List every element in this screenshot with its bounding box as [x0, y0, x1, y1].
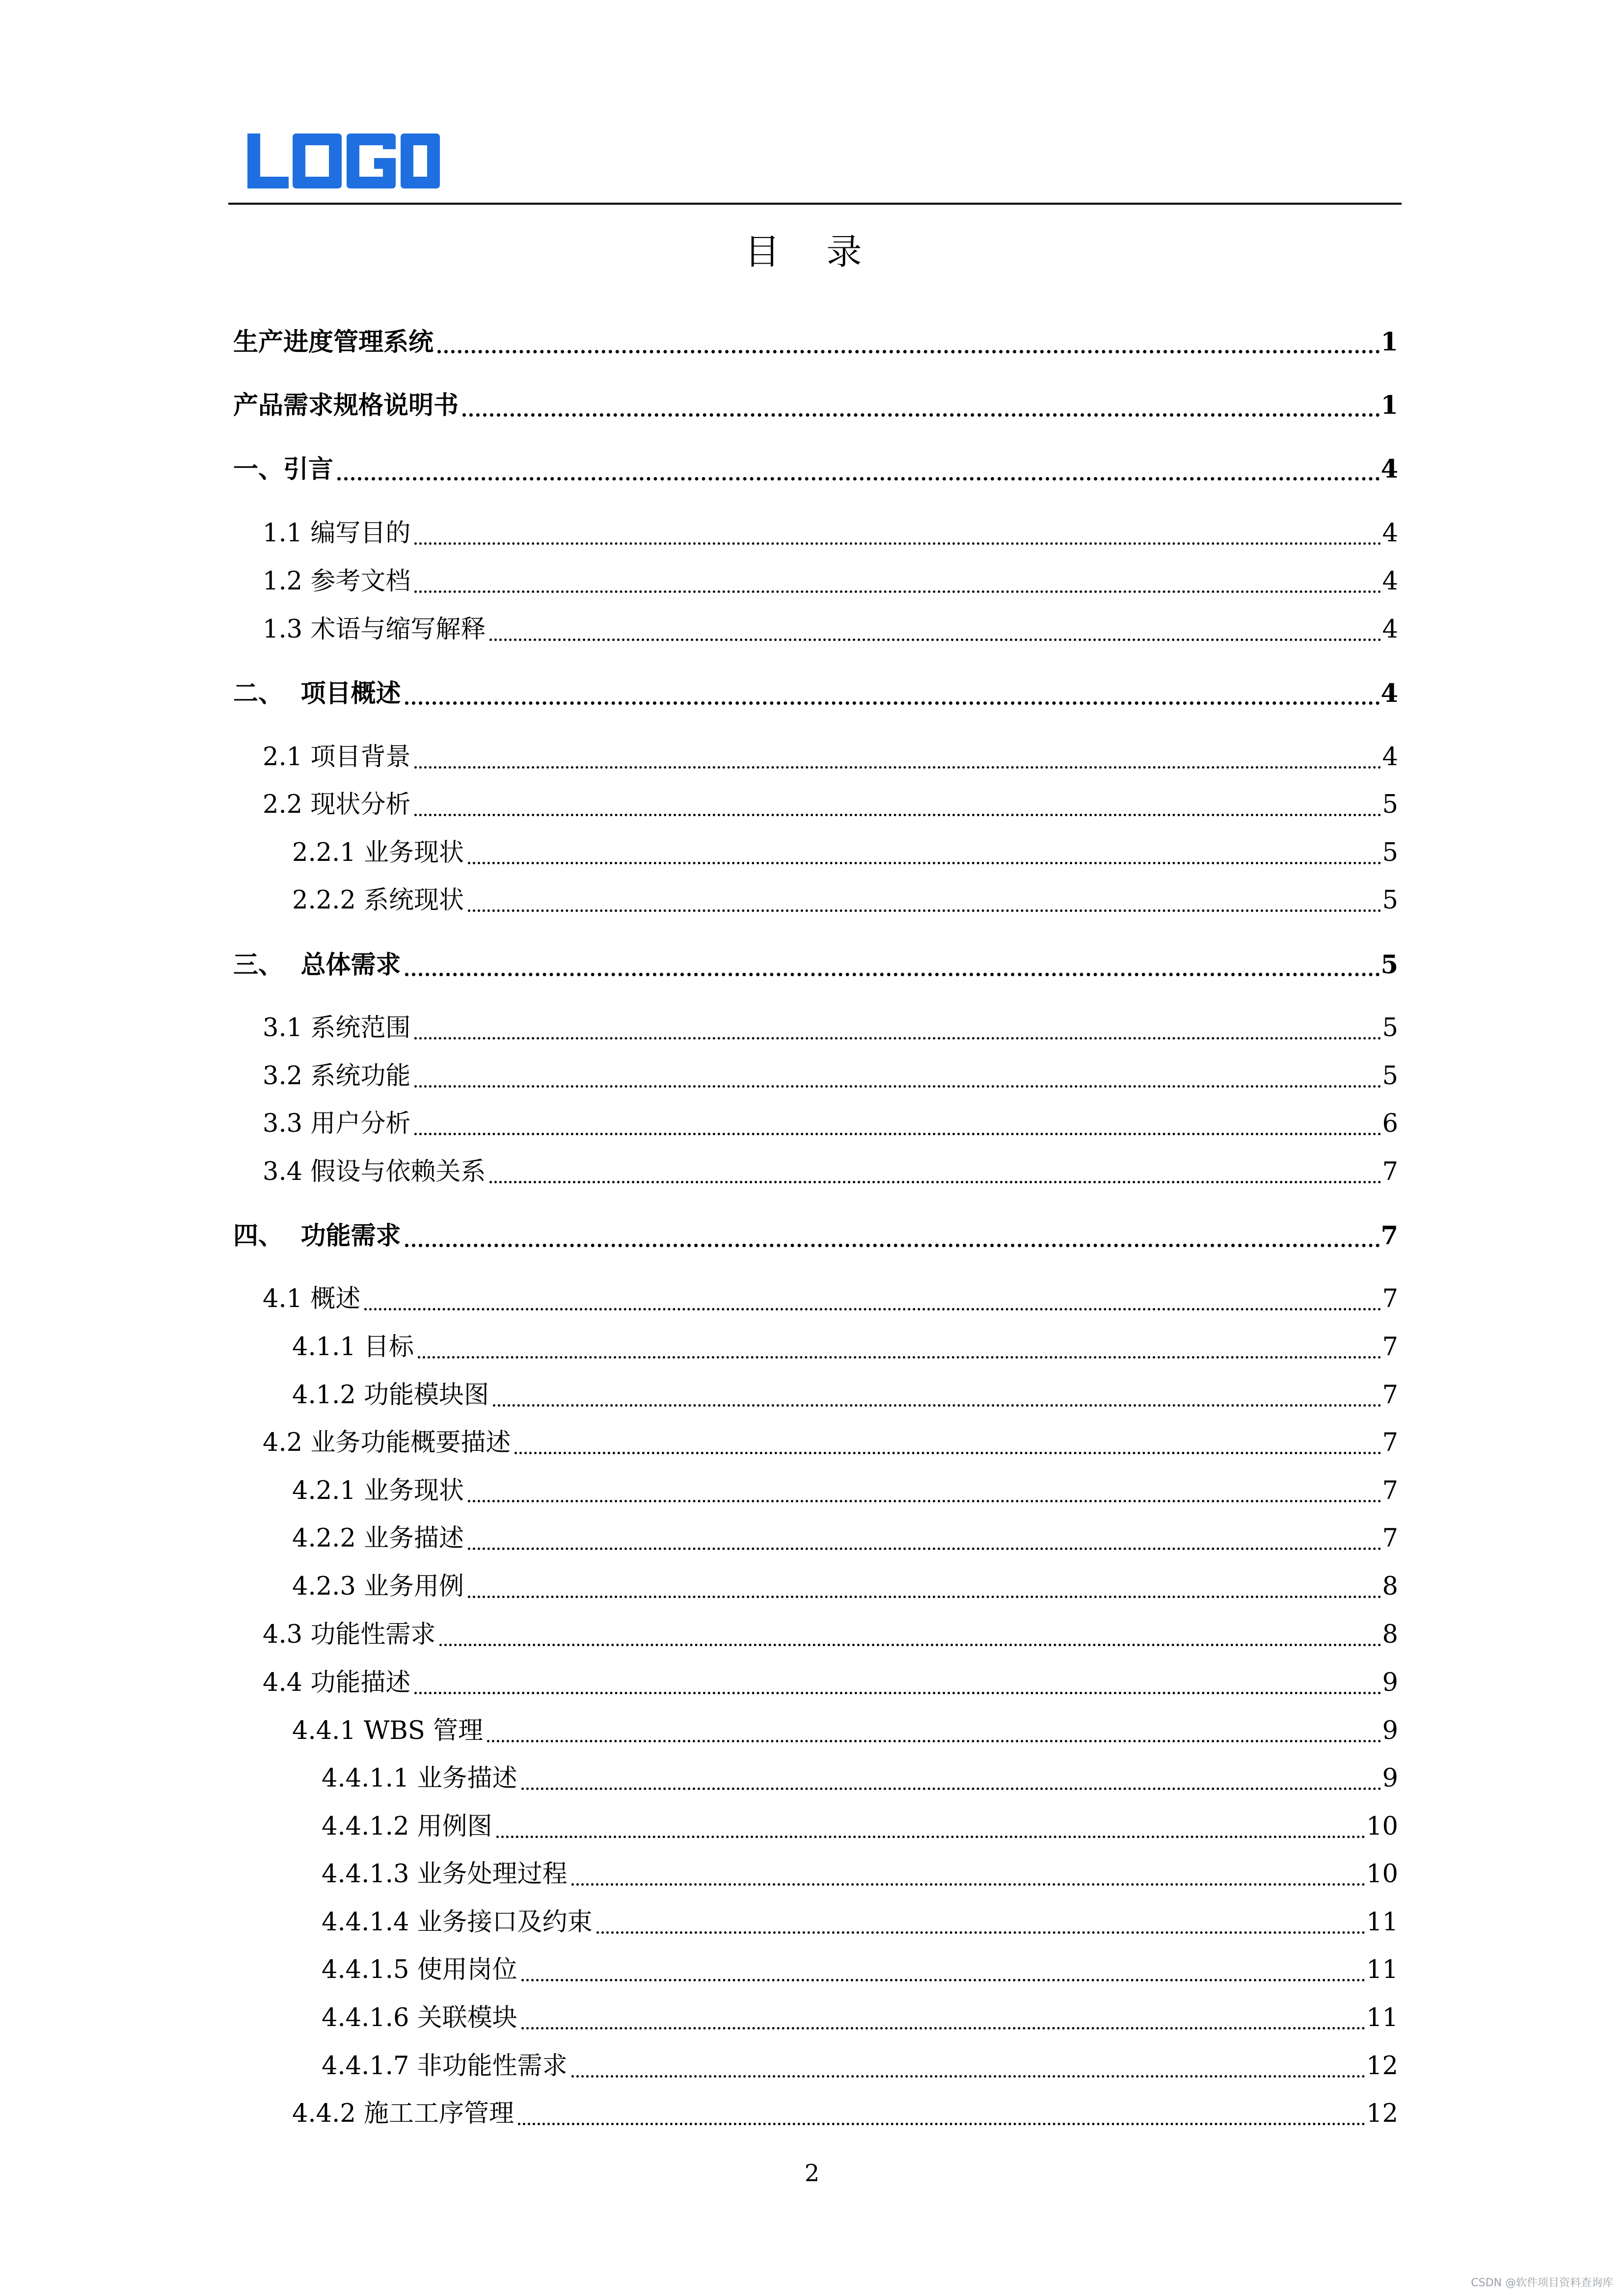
toc-entry[interactable] [263, 1152, 1398, 1192]
toc-entry-page: 4 [1380, 454, 1398, 484]
toc-entry-label: 4.2.3 业务用例 [292, 1572, 464, 1601]
toc-entry[interactable] [233, 945, 1398, 985]
toc-entry-label: 4.4.1.6 关联模块 [322, 2003, 517, 2032]
toc-entry-page: 7 [1382, 1284, 1398, 1313]
toc-entry-label: 3.2 系统功能 [263, 1062, 411, 1091]
toc-entry-label: 一、引言 [233, 454, 334, 484]
dot-leader [405, 1229, 1380, 1247]
toc-entry-page: 1 [1380, 327, 1398, 357]
dot-leader [521, 2012, 1365, 2029]
toc-entry-label: 4.4.1.4 业务接口及约束 [322, 1908, 593, 1937]
toc-entry-label: 4.4.1.2 用例图 [322, 1812, 492, 1841]
dot-leader [487, 1725, 1381, 1742]
toc-entry[interactable] [263, 514, 1398, 553]
toc-entry-page: 5 [1382, 838, 1398, 867]
dot-leader [518, 2108, 1365, 2125]
toc-entry-label: 四、 功能需求 [233, 1221, 401, 1251]
watermark: CSDN @软件项目资料查询库 [1471, 2277, 1613, 2289]
dot-leader [571, 2060, 1365, 2078]
toc-entry-page: 9 [1382, 1764, 1398, 1793]
toc-entry-label: 1.3 术语与缩写解释 [263, 615, 486, 644]
toc-entry-label: 3.1 系统范围 [263, 1014, 411, 1042]
dot-leader [468, 895, 1381, 912]
toc-entry[interactable] [263, 1423, 1398, 1463]
toc-entry-page: 7 [1382, 1157, 1398, 1186]
toc-entry-label: 三、 总体需求 [233, 950, 401, 980]
toc-entry[interactable] [263, 562, 1398, 601]
dot-leader [414, 799, 1381, 816]
toc-entry[interactable] [292, 1567, 1398, 1606]
dot-leader [468, 1581, 1381, 1598]
dot-leader [521, 1773, 1381, 1790]
toc-entry[interactable] [263, 1280, 1398, 1319]
dot-leader [514, 1437, 1381, 1454]
toc-entry-page: 7 [1382, 1428, 1398, 1457]
toc-entry[interactable] [292, 2094, 1398, 2134]
toc-entry-label: 4.4.1.5 使用岗位 [322, 1955, 517, 1984]
toc-entry-page: 10 [1366, 1812, 1398, 1841]
toc-entry-label: 产品需求规格说明书 [233, 391, 459, 420]
toc-entry-label: 2.2.2 系统现状 [292, 886, 464, 915]
toc-entry-label: 3.4 假设与依赖关系 [263, 1157, 486, 1186]
toc-entry-label: 2.2 现状分析 [263, 790, 411, 819]
dot-leader [414, 751, 1381, 769]
toc-entry-label: 4.4 功能描述 [263, 1668, 411, 1697]
toc-entry-page: 10 [1366, 1860, 1398, 1889]
toc-entry-page: 8 [1382, 1620, 1398, 1649]
toc-entry-page: 11 [1366, 2003, 1398, 2032]
toc-entry-label: 生产进度管理系统 [233, 327, 434, 357]
toc-entry[interactable] [233, 674, 1398, 713]
toc-entry[interactable] [322, 1759, 1398, 1798]
toc-entry[interactable] [263, 610, 1398, 649]
dot-leader [521, 1964, 1365, 1981]
toc-entry[interactable] [322, 1950, 1398, 1990]
toc-entry-label: 4.2.1 业务现状 [292, 1476, 464, 1505]
toc-entry[interactable] [263, 1663, 1398, 1703]
toc-entry-page: 4 [1382, 615, 1398, 644]
dot-leader [462, 399, 1380, 417]
toc-entry-page: 7 [1382, 1524, 1398, 1553]
toc-entry[interactable] [263, 1057, 1398, 1096]
toc-entry[interactable] [292, 1519, 1398, 1558]
toc-entry-page: 11 [1366, 1955, 1398, 1984]
toc-entry-label: 2.1 项目背景 [263, 743, 411, 772]
toc-title: 目 录 [744, 231, 880, 272]
toc-entry-label: 二、 项目概述 [233, 679, 401, 708]
toc-entry-page: 7 [1382, 1381, 1398, 1410]
dot-leader [439, 1629, 1381, 1646]
toc-entry-label: 4.4.1.7 非功能性需求 [322, 2052, 568, 2081]
toc-entry[interactable] [322, 2047, 1398, 2086]
toc-entry-page: 7 [1380, 1221, 1398, 1251]
toc-entry-page: 5 [1382, 1062, 1398, 1091]
dot-leader [414, 576, 1381, 593]
toc-entry-page: 7 [1382, 1333, 1398, 1362]
toc-entry-page: 9 [1382, 1668, 1398, 1697]
dot-leader [468, 1485, 1381, 1502]
toc-entry[interactable] [292, 833, 1398, 873]
toc-entry-label: 1.2 参考文档 [263, 567, 411, 596]
dot-leader [364, 1293, 1381, 1310]
toc-entry-label: 4.1.1 目标 [292, 1333, 414, 1362]
toc-entry[interactable] [233, 450, 1398, 489]
toc-entry-page: 8 [1382, 1572, 1398, 1601]
dot-leader [337, 462, 1380, 481]
toc-entry-page: 1 [1380, 391, 1398, 420]
toc-entry[interactable] [292, 1376, 1398, 1415]
toc-entry[interactable] [292, 1711, 1398, 1751]
toc-entry-page: 5 [1382, 790, 1398, 819]
toc-entry[interactable] [263, 738, 1398, 777]
toc-entry[interactable] [233, 322, 1398, 362]
toc-entry-page: 4 [1382, 519, 1398, 548]
dot-leader [418, 1341, 1381, 1359]
toc-entry-page: 4 [1380, 679, 1398, 708]
toc-entry-page: 12 [1366, 2052, 1398, 2081]
dot-leader [414, 1118, 1381, 1135]
dot-leader [571, 1869, 1365, 1886]
dot-leader [414, 1677, 1381, 1694]
toc-entry[interactable] [322, 1903, 1398, 1942]
toc-entry-label: 4.4.1 WBS 管理 [292, 1716, 484, 1745]
toc-entry[interactable] [322, 1999, 1398, 2038]
toc-entry-label: 3.3 用户分析 [263, 1109, 411, 1138]
dot-leader [437, 335, 1380, 353]
toc-entry[interactable] [292, 881, 1398, 920]
toc-entry[interactable] [263, 1009, 1398, 1048]
toc-entry-page: 5 [1380, 950, 1398, 980]
toc-entry[interactable] [233, 1216, 1398, 1255]
toc-entry-label: 4.4.2 施工工序管理 [292, 2099, 514, 2128]
toc-entry-page: 6 [1382, 1109, 1398, 1138]
toc-entry-label: 4.2 业务功能概要描述 [263, 1428, 511, 1457]
toc-entry[interactable] [322, 1855, 1398, 1894]
toc-entry-page: 12 [1366, 2099, 1398, 2128]
toc-entry-label: 4.3 功能性需求 [263, 1620, 436, 1649]
toc-entry-label: 4.4.1.3 业务处理过程 [322, 1860, 568, 1889]
dot-leader [489, 624, 1381, 641]
dot-leader [414, 1022, 1381, 1040]
toc-entry-label: 4.1.2 功能模块图 [292, 1381, 489, 1410]
toc-entry-label: 1.1 编写目的 [263, 519, 411, 548]
toc-entry[interactable] [322, 1807, 1398, 1846]
toc-entry-label: 4.2.2 业务描述 [292, 1524, 464, 1553]
toc-entry[interactable] [263, 785, 1398, 825]
dot-leader [489, 1166, 1381, 1183]
toc-entry-label: 4.4.1.1 业务描述 [322, 1764, 517, 1793]
toc-entry-page: 5 [1382, 1014, 1398, 1042]
toc-entry[interactable] [263, 1104, 1398, 1144]
toc-entry-label: 4.1 概述 [263, 1284, 361, 1313]
toc-entry[interactable] [292, 1328, 1398, 1367]
dot-leader [496, 1821, 1365, 1838]
toc-entry-page: 5 [1382, 886, 1398, 915]
company-logo [245, 132, 442, 190]
toc-entry-page: 11 [1366, 1908, 1398, 1937]
toc-entry-page: 7 [1382, 1476, 1398, 1505]
dot-leader [405, 958, 1380, 976]
dot-leader [493, 1389, 1381, 1407]
page-number: 2 [804, 2160, 820, 2187]
toc-entry[interactable] [263, 1615, 1398, 1655]
toc-entry-page: 4 [1382, 743, 1398, 772]
dot-leader [468, 847, 1381, 864]
toc-entry[interactable] [292, 1471, 1398, 1511]
dot-leader [596, 1917, 1365, 1934]
dot-leader [414, 1070, 1381, 1088]
toc-entry-label: 2.2.1 业务现状 [292, 838, 464, 867]
dot-leader [414, 528, 1381, 545]
toc-entry-page: 4 [1382, 567, 1398, 596]
dot-leader [405, 687, 1380, 705]
dot-leader [468, 1533, 1381, 1550]
toc-entry-page: 9 [1382, 1716, 1398, 1745]
header-rule [228, 203, 1402, 205]
toc-entry[interactable] [233, 386, 1398, 425]
